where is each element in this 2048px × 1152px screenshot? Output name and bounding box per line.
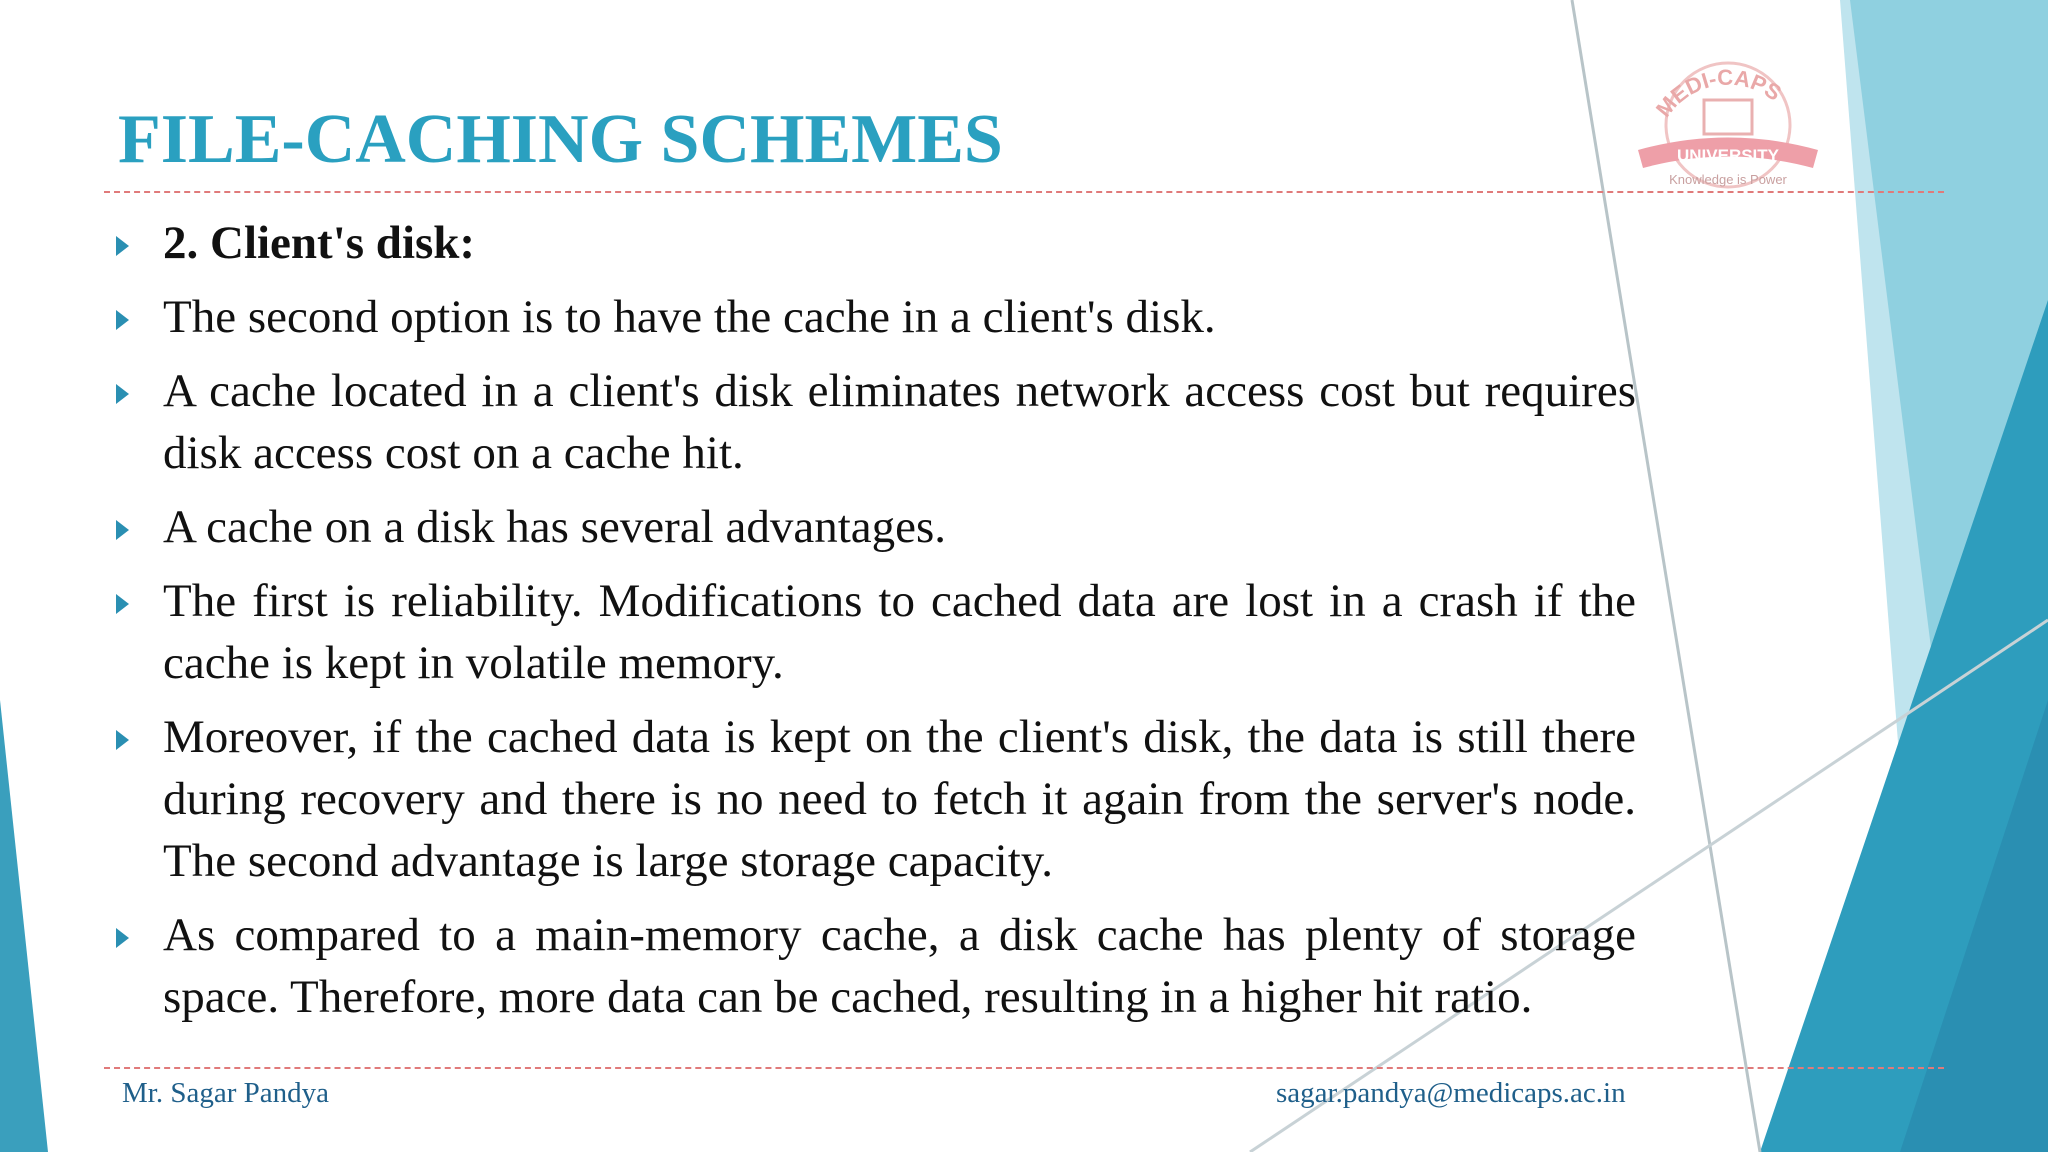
- slide-title: FILE-CACHING SCHEMES: [118, 101, 1003, 178]
- bullet-list: [116, 212, 1636, 1040]
- bullet-text: A cache on a disk has several advantages.: [163, 501, 947, 553]
- university-logo: [1618, 30, 1838, 190]
- bullet-text: Moreover, if the cached data is kept on the client's disk, the data is still there during recovery and there is no need to fetch it again from the server's node. The second advantage is large storage capacity.: [163, 711, 1636, 887]
- bullet-item: [116, 904, 1636, 1028]
- bullet-text: The second option is to have the cache in a client's disk.: [163, 291, 1216, 343]
- footer-divider: [104, 1067, 1944, 1069]
- bullet-text: The first is reliability. Modifications to cached data are lost in a crash if the cache is kept in volatile memory.: [163, 575, 1636, 689]
- footer-email: sagar.pandya@medicaps.ac.in: [1276, 1077, 1626, 1109]
- bullet-text: As compared to a main-memory cache, a disk cache has plenty of storage space. Therefore, more data can be cached, resulting in a higher hit ratio.: [163, 909, 1636, 1023]
- triangle-bullet-icon: [116, 730, 129, 750]
- bullet-item: [116, 212, 1636, 274]
- triangle-bullet-icon: [116, 520, 129, 540]
- bullet-item: [116, 286, 1636, 348]
- svg-text:MEDI-CAPS: [1651, 65, 1786, 122]
- bullet-item: [116, 706, 1636, 892]
- triangle-bullet-icon: [116, 384, 129, 404]
- bullet-item: [116, 570, 1636, 694]
- triangle-bullet-icon: [116, 928, 129, 948]
- bullet-text: 2. Client's disk:: [163, 217, 476, 269]
- bullet-item: [116, 360, 1636, 484]
- triangle-bullet-icon: [116, 594, 129, 614]
- triangle-bullet-icon: [116, 236, 129, 256]
- title-divider: [104, 191, 1944, 193]
- footer-author: Mr. Sagar Pandya: [122, 1077, 329, 1109]
- logo-ribbon-text: UNIVERSITY: [1676, 146, 1780, 165]
- bullet-item: [116, 496, 1636, 558]
- left-teal-shape: [0, 700, 48, 1152]
- bullet-text: A cache located in a client's disk eliminates network access cost but requires disk access cost on a cache hit.: [163, 365, 1636, 479]
- triangle-bullet-icon: [116, 310, 129, 330]
- logo-tagline: Knowledge is Power: [1669, 172, 1787, 187]
- logo-top-text: MEDI-CAPS: [1650, 64, 1787, 122]
